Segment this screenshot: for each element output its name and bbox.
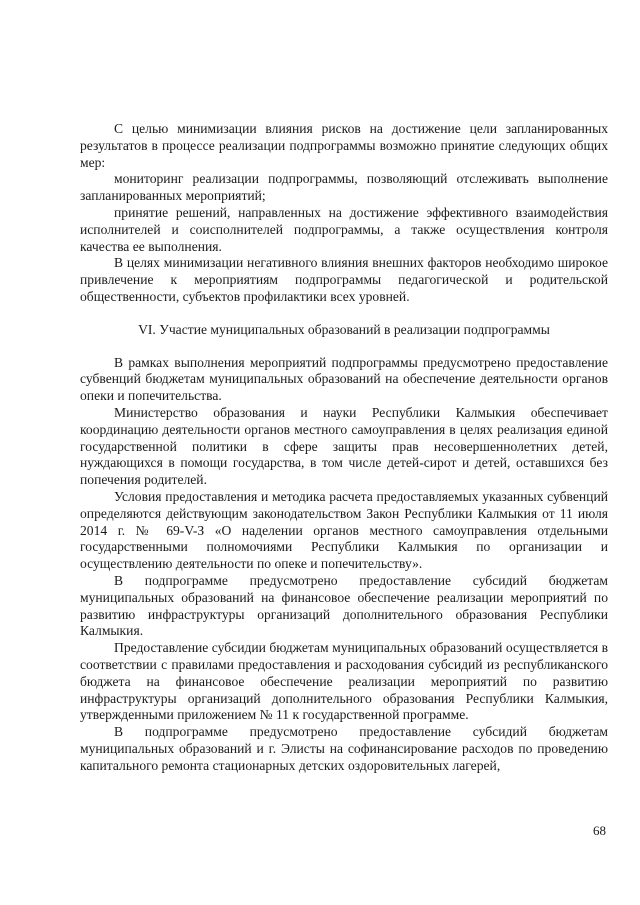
document-body <box>80 121 608 774</box>
paragraph-conditions-law: Условия предоставления и методика расчета предоставляемых указанных субвенций определяются действующим законодательством Закон Республики Калмыкия от 11 июля 2014 г. № 69-V-З «О наделении органов местного самоуправления отдельными государственными полномочиями Республики Калмыкия по организации и осуществлению деятельности по опеке и попечительству». <box>80 488 608 572</box>
paragraph-subventions: В рамках выполнения мероприятий подпрограммы предусмотрено предоставление субвенций бюджетам муниципальных образований на обеспечение деятельности органов опеки и попечительства. <box>80 354 608 404</box>
paragraph-subsidies-camps: В подпрограмме предусмотрено предоставление субсидий бюджетам муниципальных образований и г. Элисты на софинансирование расходов по проведению капитального ремонта стационарных детских оздоровительных лагерей, <box>80 724 608 773</box>
paragraph-ministry-coordination: Министерство образования и науки Республики Калмыкия обеспечивает координацию деятельности органов местного самоуправления в целях реализация единой государственной политики в сфере защиты прав несовершеннолетних детей, нуждающихся в помощи государства, в том числе детей-сирот и детей, оставшихся без попечения родителей. <box>80 404 608 488</box>
paragraph-risk-measures-intro: С целью минимизации влияния рисков на достижение цели запланированных результатов в процессе реализации подпрограммы возможно принятие следующих общих мер: <box>80 121 608 170</box>
paragraph-external-factors: В целях минимизации негативного влияния внешних факторов необходимо широкое привлечение к мероприятиям подпрограммы педагогической и родительской общественности, субъектов профилактики всех уровней. <box>80 255 608 304</box>
paragraph-subsidies-infrastructure: В подпрограмме предусмотрено предоставление субсидий бюджетам муниципальных образований на финансовое обеспечение реализации мероприятий по развитию инфраструктуры организаций дополнительного образования Республики Калмыкия. <box>80 572 608 639</box>
page-number: 68 <box>593 823 606 838</box>
section-heading: VI. Участие муниципальных образований в реализации подпрограммы <box>138 321 550 337</box>
paragraph-monitoring: мониторинг реализации подпрограммы, позволяющий отслеживать выполнение запланированных мероприятий; <box>80 171 608 204</box>
paragraph-decisions: принятие решений, направленных на достижение эффективного взаимодействия исполнителей и соисполнителей подпрограммы, а также осуществления контроля качества ее выполнения. <box>80 204 608 254</box>
paragraph-subsidy-provision-rules: Предоставление субсидии бюджетам муниципальных образований осуществляется в соответствии с правилами предоставления и расходования субсидий из республиканского бюджета на финансовое обеспечение реализации мероприятий по развитию инфраструктуры организаций дополнительного образования Республики Калмыкия, утвержденными приложением № 11 к государственной программе. <box>80 640 608 723</box>
